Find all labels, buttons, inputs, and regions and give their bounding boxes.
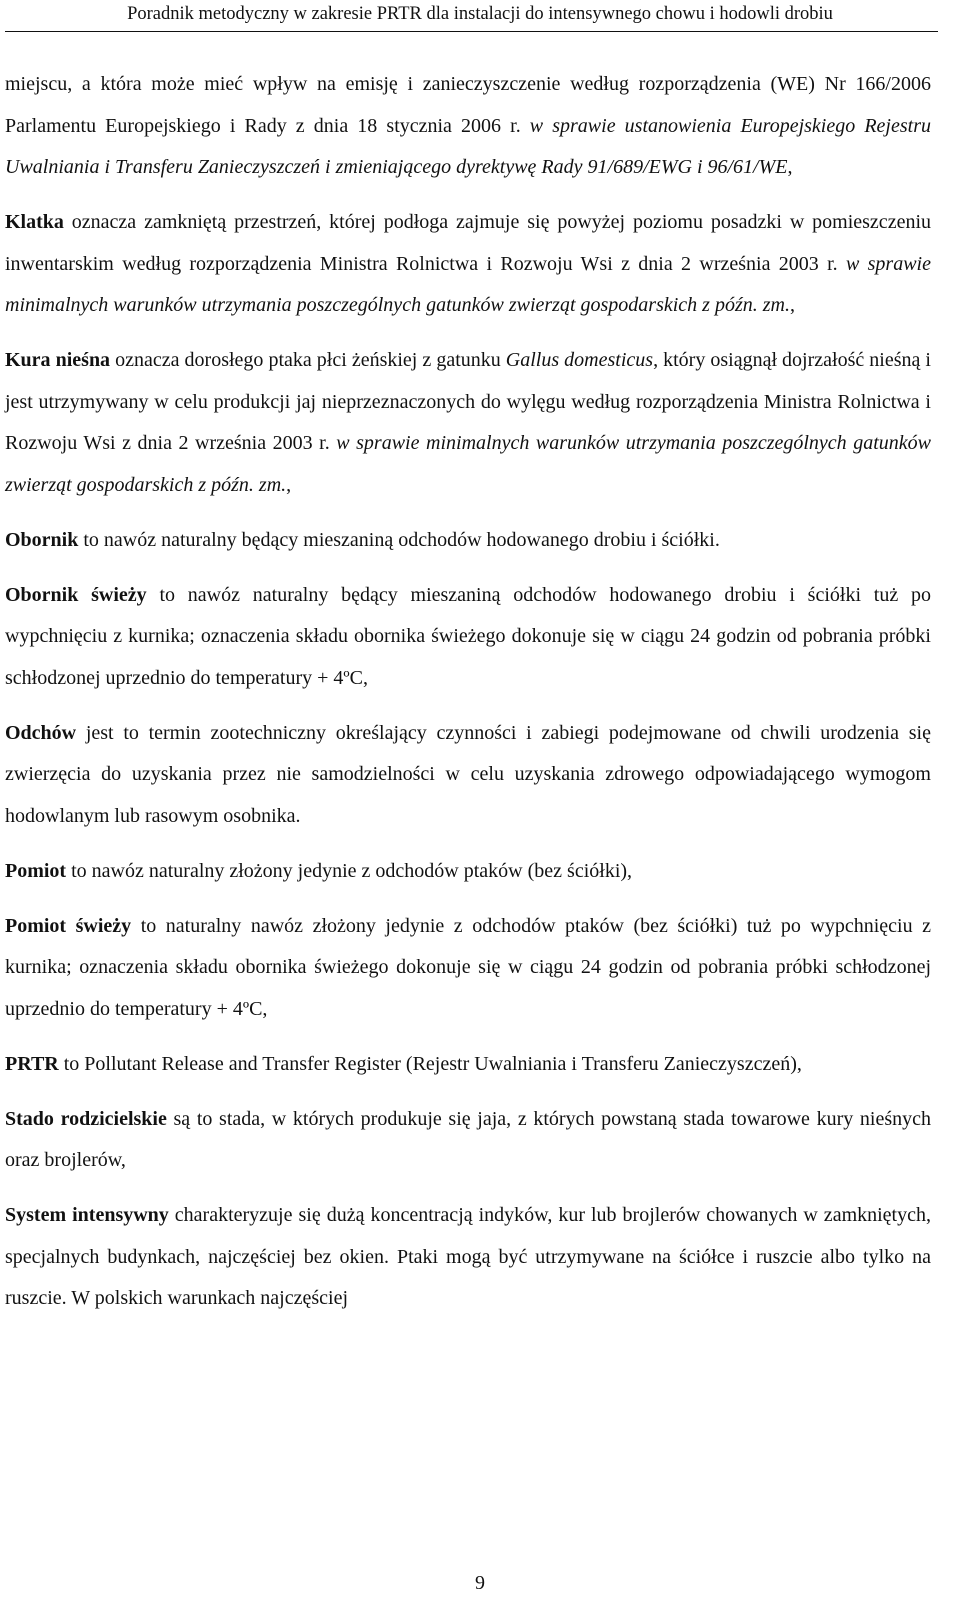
paragraph-obornik-swiezy	[5, 575, 931, 700]
defined-term: Odchów	[5, 721, 77, 744]
paragraph-text: charakteryzuje się dużą koncentracją indyków, kur lub brojlerów chowanych w zamkniętych, specjalnych budynkach, najczęściej bez okien. Ptaki mogą być utrzymywane na ściółce i ruszcie albo tylko na ruszcie. W polskich warunkach najczęściej	[5, 1204, 931, 1309]
paragraph-stado-rodzicielskie	[5, 1099, 931, 1182]
paragraph-text: oznacza zamkniętą przestrzeń, której podłoga zajmuje się powyżej poziomu posadzki w pomieszczeniu inwentarskim według rozporządzenia Ministra Rolnictwa i Rozwoju Wsi z dnia 2 września 2003 r.	[5, 211, 931, 275]
paragraph-kura-niesna	[5, 340, 931, 506]
paragraph-pomiot-swiezy	[5, 906, 931, 1031]
defined-term: Obornik świeży	[5, 583, 147, 606]
paragraph-text: to naturalny nawóz złożony jedynie z odchodów ptaków (bez ściółki) tuż po wypchnięciu z kurnika; oznaczenia składu obornika świeżego dokonuje się w ciągu 24 godzin od pobrania próbki schłodzonej uprzednio do temperatury + 4ºC,	[5, 914, 932, 1020]
paragraph-text: to nawóz naturalny będący mieszaniną odchodów hodowanego drobiu i ściółki tuż po wypchnięciu z kurnika; oznaczenia składu obornika świeżego dokonuje się w ciągu 24 godzin od pobrania próbki schłodzonej uprzednio do temperatury + 4ºC,	[5, 583, 931, 689]
paragraph-text: oznacza dorosłego ptaka płci żeńskiej z gatunku	[110, 349, 506, 371]
page-number: 9	[475, 1572, 485, 1594]
paragraph-text: to Pollutant Release and Transfer Register (Rejestr Uwalniania i Transferu Zanieczyszczeń),	[58, 1052, 802, 1075]
defined-term: System intensywny	[5, 1204, 169, 1226]
paragraph-text: to nawóz naturalny złożony jedynie z odchodów ptaków (bez ściółki),	[66, 859, 633, 882]
defined-term: Obornik	[5, 528, 79, 551]
paragraph-system-intensywny	[5, 1195, 931, 1320]
paragraph-text: ,	[286, 473, 292, 496]
paragraph-prtr	[5, 1044, 931, 1086]
defined-term: Stado rodzicielskie	[5, 1107, 167, 1130]
paragraph-text: ,	[787, 156, 793, 178]
defined-term: Kura nieśna	[5, 349, 111, 371]
italic-text: w sprawie minimalnych warunków utrzymania poszczególnych gatunków zwierząt gospodarskich z późn. zm.	[5, 432, 931, 496]
defined-term: Pomiot	[5, 859, 67, 882]
italic-text: w sprawie minimalnych warunków utrzymania poszczególnych gatunków zwierząt gospodarskich z późn. zm.	[5, 252, 931, 316]
body-text	[5, 64, 931, 1333]
paragraph-text: ,	[789, 294, 795, 316]
paragraph-pomiot	[5, 851, 931, 893]
running-header: Poradnik metodyczny w zakresie PRTR dla instalacji do intensywnego chowu i hodowli drobiu	[127, 4, 833, 24]
defined-term: Klatka	[5, 211, 64, 233]
paragraph-text: miejscu, a która może mieć wpływ na emisję i zanieczyszczenie według rozporządzenia (WE) Nr 166/2006 Parlamentu Europejskiego i Rady z dnia 18 stycznia 2006 r.	[5, 73, 931, 137]
paragraph-obornik	[5, 520, 931, 562]
paragraph-klatka	[5, 202, 931, 327]
paragraph-continuation	[5, 64, 931, 189]
paragraph-text: jest to termin zootechniczny określający czynności i zabiegi podejmowane od chwili urodzenia się zwierzęcia do uzyskania przez nie samodzielności w celu uzyskania zdrowego odpowiadającego wymogom hodowlanym lub rasowym osobnika.	[5, 721, 931, 827]
defined-term: PRTR	[5, 1052, 59, 1075]
header-rule	[5, 31, 938, 32]
italic-text: Gallus domesticus	[505, 349, 654, 371]
paragraph-text: to nawóz naturalny będący mieszaniną odchodów hodowanego drobiu i ściółki.	[78, 528, 720, 551]
paragraph-odchow	[5, 713, 931, 838]
paragraph-text: są to stada, w których produkuje się jaja, z których powstaną stada towarowe kury nieśnych oraz brojlerów,	[5, 1107, 931, 1171]
paragraph-text: , który osiągnął dojrzałość nieśną i jest utrzymywany w celu produkcji jaj nieprzeznaczonych do wylęgu według rozporządzenia Ministra Rolnictwa i Rozwoju Wsi z dnia 2 września 2003 r.	[5, 349, 931, 454]
italic-text: w sprawie ustanowienia Europejskiego Rejestru Uwalniania i Transferu Zanieczyszczeń i zmieniającego dyrektywę Rady 91/689/EWG i 96/61/WE	[5, 114, 931, 178]
defined-term: Pomiot świeży	[5, 914, 132, 937]
